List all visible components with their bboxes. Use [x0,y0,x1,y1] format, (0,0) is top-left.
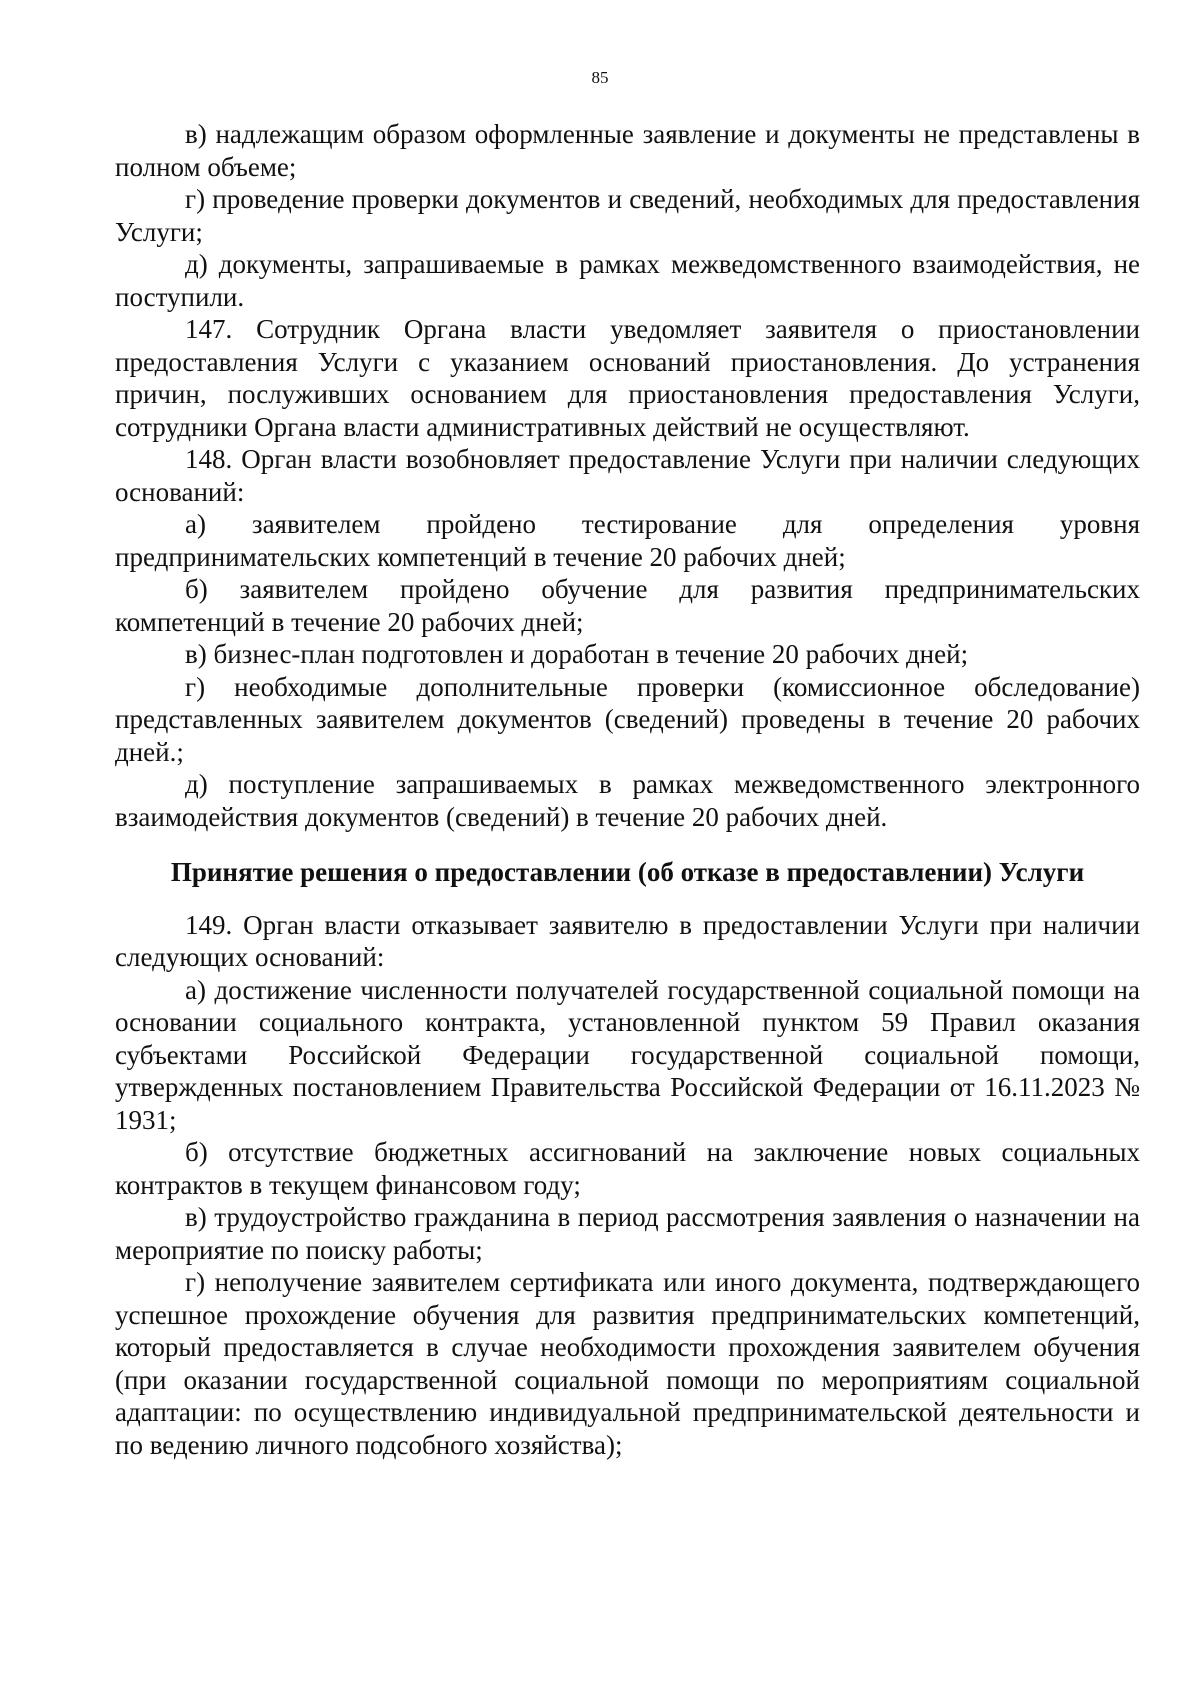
paragraph-148-item-d: д) поступление запрашиваемых в рамках межведомственного электронного взаимодействия документов (сведений) в течение 20 рабочих дней. [115,769,1140,832]
paragraph-149-item-v: в) трудоустройство гражданина в период рассмотрения заявления о назначении на мероприятие по поиску работы; [115,1202,1140,1265]
paragraph-148-item-g: г) необходимые дополнительные проверки (комиссионное обследование) представленных заявителем документов (сведений) проведены в течение 20 рабочих дней.; [115,671,1140,767]
page-number: 85 [591,68,609,87]
paragraph-149-item-a: а) достижение численности получателей государственной социальной помощи на основании социального контракта, установленной пунктом 59 Правил оказания субъектами Российской Федерации государственной социальной помощи, утвержденных постановлением Правительства Российской Федерации от 16.11.2023 № 1931; [115,974,1140,1135]
paragraph-148-item-v: в) бизнес-план подготовлен и доработан в течение 20 рабочих дней; [185,639,969,669]
paragraph-147: 147. Сотрудник Органа власти уведомляет заявителя о приостановлении предоставления Услуги с указанием оснований приостановления. До устранения причин, послуживших основанием для приостановления предоставления Услуги, сотрудники Органа власти административных действий не осуществляют. [115,314,1140,442]
paragraph-149-item-b: б) отсутствие бюджетных ассигнований на заключение новых социальных контрактов в текущем финансовом году; [115,1137,1140,1200]
paragraph-item-v-incomplete-documents: в) надлежащим образом оформленные заявление и документы не представлены в полном объеме; [115,119,1140,182]
paragraph-148-item-b: б) заявителем пройдено обучение для развития предпринимательских компетенций в течение 20 рабочих дней; [115,574,1140,637]
paragraph-item-g-verification: г) проведение проверки документов и сведений, необходимых для предоставления Услуги; [115,184,1140,247]
paragraph-149: 149. Орган власти отказывает заявителю в предоставлении Услуги при наличии следующих оснований: [115,909,1140,972]
paragraph-148-item-a: а) заявителем пройдено тестирование для определения уровня предпринимательских компетенций в течение 20 рабочих дней; [115,509,1140,572]
document-body [115,118,1140,1461]
paragraph-148: 148. Орган власти возобновляет предоставление Услуги при наличии следующих оснований: [115,444,1140,507]
paragraph-149-item-g: г) неполучение заявителем сертификата или иного документа, подтверждающего успешное прохождение обучения для развития предпринимательских компетенций, который предоставляется в случае необходимости прохождения заявителем обучения (при оказании государственной социальной помощи по мероприятиям социальной адаптации: по осуществлению индивидуальной предпринимательской деятельности и по ведению личного подсобного хозяйства); [115,1267,1140,1460]
section-heading: Принятие решения о предоставлении (об отказе в предоставлении) Услуги [170,857,1085,887]
paragraph-item-d-interagency-documents: д) документы, запрашиваемые в рамках межведомственного взаимодействия, не поступили. [115,249,1140,312]
